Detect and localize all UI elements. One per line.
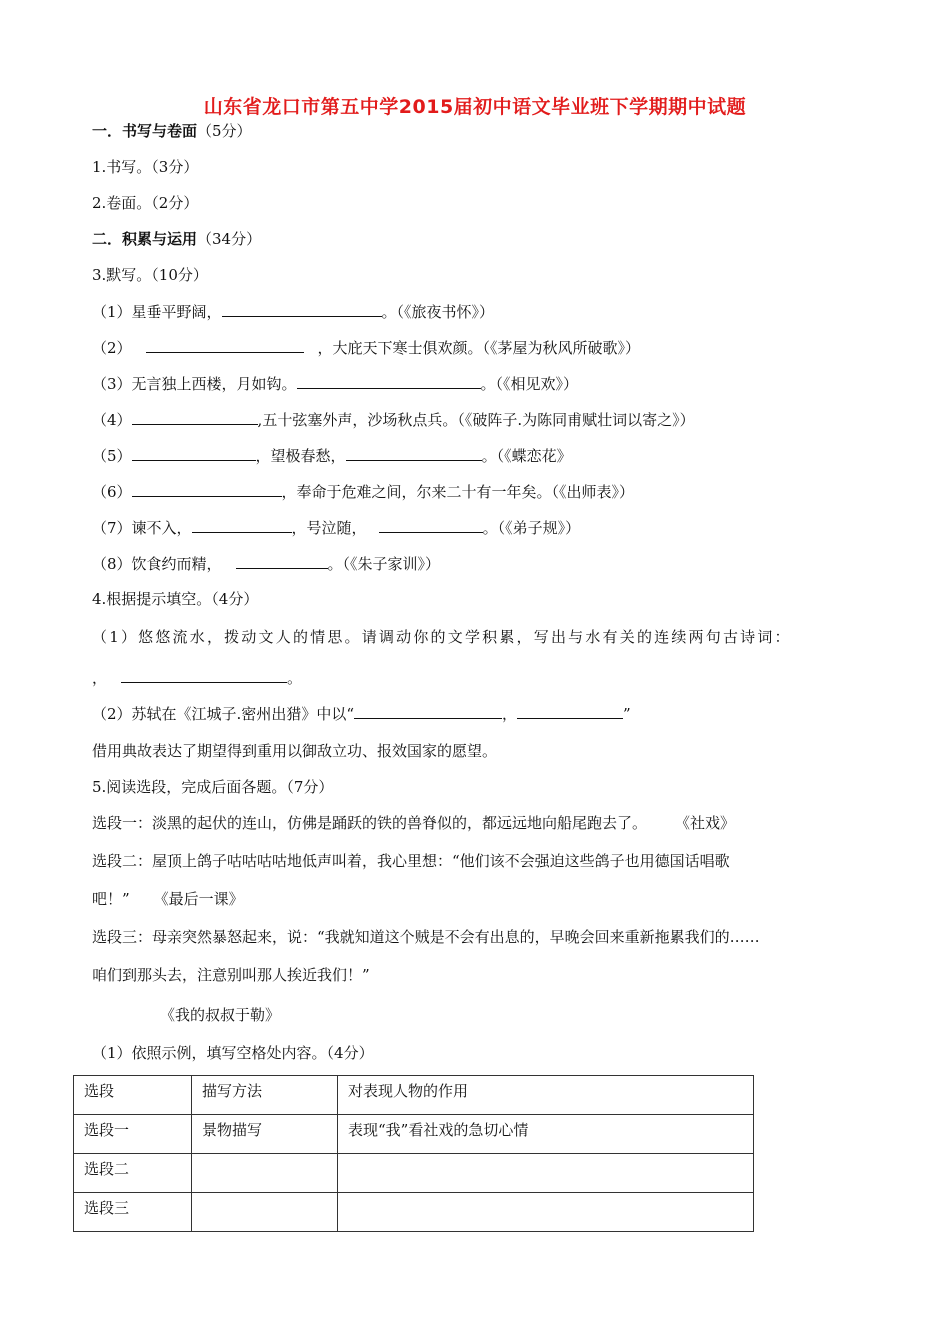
passage-3-source: 《我的叔叔于勒》 xyxy=(160,1006,281,1024)
table-cell-input[interactable] xyxy=(192,1154,338,1193)
dictation-6-blank[interactable] xyxy=(132,480,282,497)
passage-3-continued: 咱们到那头去，注意别叫那人挨近我们！” xyxy=(92,966,370,984)
table-header: 对表现人物的作用 xyxy=(338,1076,754,1115)
passage-1 xyxy=(92,812,735,834)
dictation-item-1 xyxy=(92,300,494,323)
dictation-item-3 xyxy=(92,372,578,395)
dictation-item-2 xyxy=(92,336,640,359)
dictation-8-blank[interactable] xyxy=(236,552,328,569)
section-2-score: （34分） xyxy=(197,230,262,248)
passage-2-end: 吧！” xyxy=(92,890,130,908)
dictation-7-middle: ，号泣随， xyxy=(291,519,367,537)
dictation-item-6 xyxy=(92,480,634,503)
section-1-score: （5分） xyxy=(197,122,252,140)
dictation-8-suffix: 。（《朱子家训》） xyxy=(327,555,441,573)
table-header: 描写方法 xyxy=(192,1076,338,1115)
question-3: 3.默写。（10分） xyxy=(92,266,208,284)
section-1-heading xyxy=(92,120,252,142)
dictation-item-4 xyxy=(92,408,695,431)
table-cell: 景物描写 xyxy=(192,1115,338,1154)
q4-2-blank-b[interactable] xyxy=(517,702,623,719)
passage-3: 选段三：母亲突然暴怒起来，说：“我就知道这个贼是不会有出息的，早晚会回来重新拖累我们的…… xyxy=(92,928,760,946)
table-cell: 表现“我”看社戏的急切心情 xyxy=(338,1115,754,1154)
table-row xyxy=(74,1193,754,1232)
dictation-3-suffix: 。（《相见欢》） xyxy=(480,375,579,393)
dictation-2-prefix: （2） xyxy=(92,339,132,357)
dictation-6-prefix: （6） xyxy=(92,483,132,501)
q4-1-period: 。 xyxy=(287,669,303,687)
dictation-1-prefix: （1）星垂平野阔， xyxy=(92,303,222,321)
table-header: 选段 xyxy=(74,1076,192,1115)
page-title: 山东省龙口市第五中学2015届初中语文毕业班下学期期中试题 xyxy=(203,96,747,118)
table-row xyxy=(74,1154,754,1193)
table-cell: 选段二 xyxy=(74,1154,192,1193)
table-cell: 选段三 xyxy=(74,1193,192,1232)
question-4-1-answer xyxy=(92,666,302,689)
passage-1-text: 选段一：淡黑的起伏的连山，仿佛是踊跃的铁的兽脊似的，都远远地向船尾跑去了。 xyxy=(92,814,648,832)
dictation-7-blank-b[interactable] xyxy=(379,516,483,533)
question-1: 1.书写。（3分） xyxy=(92,158,199,176)
passage-2: 选段二：屋顶上鸽子咕咕咕咕地低声叫着，我心里想：“他们该不会强迫这些鸽子也用德国话唱歌 xyxy=(92,852,730,870)
q4-2-blank-a[interactable] xyxy=(354,702,502,719)
section-1-title: 一．书写与卷面 xyxy=(92,122,198,140)
q4-2-suffix: ” xyxy=(623,705,631,723)
passage-2-source: 《最后一课》 xyxy=(153,890,244,908)
dictation-4-blank[interactable] xyxy=(132,408,258,425)
dictation-1-blank[interactable] xyxy=(222,300,382,317)
passage-1-source: 《社戏》 xyxy=(675,814,736,832)
dictation-4-suffix: ,五十弦塞外声，沙场秋点兵。（《破阵子.为陈同甫赋壮词以寄之》） xyxy=(257,411,695,429)
question-4-1: （1）悠悠流水，拨动文人的情思。请调动你的文学积累，写出与水有关的连续两句古诗词： xyxy=(92,628,792,646)
table-row xyxy=(74,1115,754,1154)
dictation-7-prefix: （7）谏不入， xyxy=(92,519,192,537)
dictation-item-8 xyxy=(92,552,440,575)
dictation-1-suffix: 。（《旅夜书怀》） xyxy=(381,303,495,321)
table-cell-input[interactable] xyxy=(192,1193,338,1232)
dictation-2-suffix: ，大庇天下寒士俱欢颜。（《茅屋为秋风所破歌》） xyxy=(317,339,641,357)
dictation-5-prefix: （5） xyxy=(92,447,132,465)
passage-2-continued xyxy=(92,888,244,910)
dictation-item-5 xyxy=(92,444,572,467)
section-2-title: 二．积累与运用 xyxy=(92,230,198,248)
answer-table xyxy=(73,1075,754,1232)
question-4: 4.根据提示填空。（4分） xyxy=(92,590,259,608)
question-4-2-continued: 借用典故表达了期望得到重用以御敌立功、报效国家的愿望。 xyxy=(92,742,498,760)
question-4-2 xyxy=(92,702,631,725)
dictation-3-prefix: （3）无言独上西楼，月如钩。 xyxy=(92,375,297,393)
dictation-5-blank-a[interactable] xyxy=(132,444,256,461)
dictation-item-7 xyxy=(92,516,580,539)
q4-2-prefix: （2）苏轼在《江城子.密州出猎》中以“ xyxy=(92,705,354,723)
dictation-8-prefix: （8）饮食约而精， xyxy=(92,555,222,573)
table-cell-input[interactable] xyxy=(338,1154,754,1193)
table-header-row xyxy=(74,1076,754,1115)
dictation-2-blank[interactable] xyxy=(146,336,304,353)
dictation-4-prefix: （4） xyxy=(92,411,132,429)
table-cell-input[interactable] xyxy=(338,1193,754,1232)
q4-1-comma: ， xyxy=(92,669,108,687)
q4-2-comma: ， xyxy=(501,705,517,723)
dictation-3-blank[interactable] xyxy=(297,372,481,389)
dictation-5-middle: ，望极春愁， xyxy=(255,447,346,465)
dictation-6-suffix: ，奉命于危难之间，尔来二十有一年矣。（《出师表》） xyxy=(281,483,635,501)
question-5-1: （1）依照示例，填写空格处内容。（4分） xyxy=(92,1044,374,1062)
question-5: 5.阅读选段，完成后面各题。（7分） xyxy=(92,778,334,796)
dictation-5-blank-b[interactable] xyxy=(346,444,482,461)
dictation-7-blank-a[interactable] xyxy=(192,516,292,533)
section-2-heading xyxy=(92,228,261,250)
dictation-5-suffix: 。（《蝶恋花》 xyxy=(481,447,572,465)
question-2: 2.卷面。（2分） xyxy=(92,194,199,212)
table-cell: 选段一 xyxy=(74,1115,192,1154)
dictation-7-suffix: 。（《弟子规》） xyxy=(482,519,581,537)
q4-1-blank[interactable] xyxy=(121,666,287,683)
